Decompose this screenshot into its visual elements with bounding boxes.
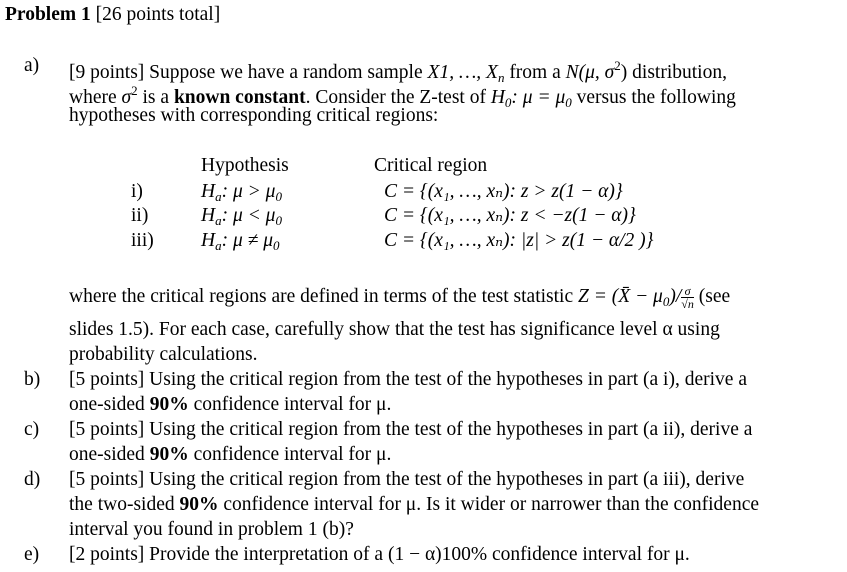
part-a-line-3: hypotheses with corresponding critical regions: bbox=[69, 105, 439, 126]
part-c-line-1: [5 points] Using the critical region from the test of the hypotheses in part (a ii), derive a bbox=[69, 419, 753, 440]
part-b-line-1: [5 points] Using the critical region from the test of the hypotheses in part (a i), derive a bbox=[69, 369, 747, 390]
row-hypothesis-ii: $H_a$: $\mu < \mu_0$ bbox=[201, 205, 282, 228]
part-d-line-2: the two-sided 90% confidence interval for μ. Is it wider or narrower than the confidence bbox=[69, 494, 759, 515]
part-c-line-2: one-sided 90% confidence interval for μ. bbox=[69, 444, 392, 465]
row-hypothesis-iii: $H_a$: $\mu \ne \mu_0$ bbox=[201, 230, 280, 253]
part-a-line-2: where $\sigma^2$ is a known constant. Consider the Z-test of $H_0$: $\mu = \mu_0$ versus the following bbox=[69, 83, 736, 110]
problem-title bbox=[5, 3, 220, 27]
row-region-i: C = {(x₁, …, xₙ): z > z(1 − α)} bbox=[384, 181, 623, 202]
part-b-marker: b) bbox=[24, 369, 41, 390]
part-a-after-line-3: probability calculations. bbox=[69, 344, 258, 365]
part-d-marker: d) bbox=[24, 469, 41, 490]
row-region-iii: C = {(x₁, …, xₙ): |z| > z(1 − α/2 )} bbox=[384, 230, 654, 251]
part-e-marker: e) bbox=[24, 544, 40, 565]
critical-region-header: Critical region bbox=[374, 155, 488, 176]
part-d-line-3: interval you found in problem 1 (b)? bbox=[69, 519, 354, 540]
part-a-after-line-2: slides 1.5). For each case, carefully show that the test has significance level α using bbox=[69, 319, 720, 340]
part-a-after-line-1: where the critical regions are defined in terms of the test statistic Z = (X̄ − $\mu_0)/$ $\frac{\sigma}{√n}$ (see bbox=[69, 284, 731, 312]
part-e-line-1: [2 points] Provide the interpretation of a (1 − α)100% confidence interval for μ. bbox=[69, 544, 690, 565]
row-label-ii: ii) bbox=[131, 205, 149, 226]
row-label-i: i) bbox=[131, 181, 143, 202]
row-label-iii: iii) bbox=[131, 230, 154, 251]
part-d-line-1: [5 points] Using the critical region from the test of the hypotheses in part (a iii), derive bbox=[69, 469, 745, 490]
part-a-line-1: [9 points] Suppose we have a random sample X1, …, $X_n$ from a N(μ, $\sigma^2$) distribution, bbox=[69, 58, 727, 85]
problem-number: Problem 1 bbox=[5, 4, 91, 25]
problem-points: [26 points total] bbox=[95, 4, 221, 25]
hypothesis-header: Hypothesis bbox=[201, 155, 289, 176]
part-c-marker: c) bbox=[24, 419, 40, 440]
row-hypothesis-i: $H_a$: $\mu > \mu_0$ bbox=[201, 181, 282, 204]
part-b-line-2: one-sided 90% confidence interval for μ. bbox=[69, 394, 392, 415]
part-a-marker: a) bbox=[24, 55, 40, 76]
row-region-ii: C = {(x₁, …, xₙ): z < −z(1 − α)} bbox=[384, 205, 636, 226]
sigma-over-root-n: $\frac{\sigma}{√n}$ bbox=[681, 284, 694, 312]
